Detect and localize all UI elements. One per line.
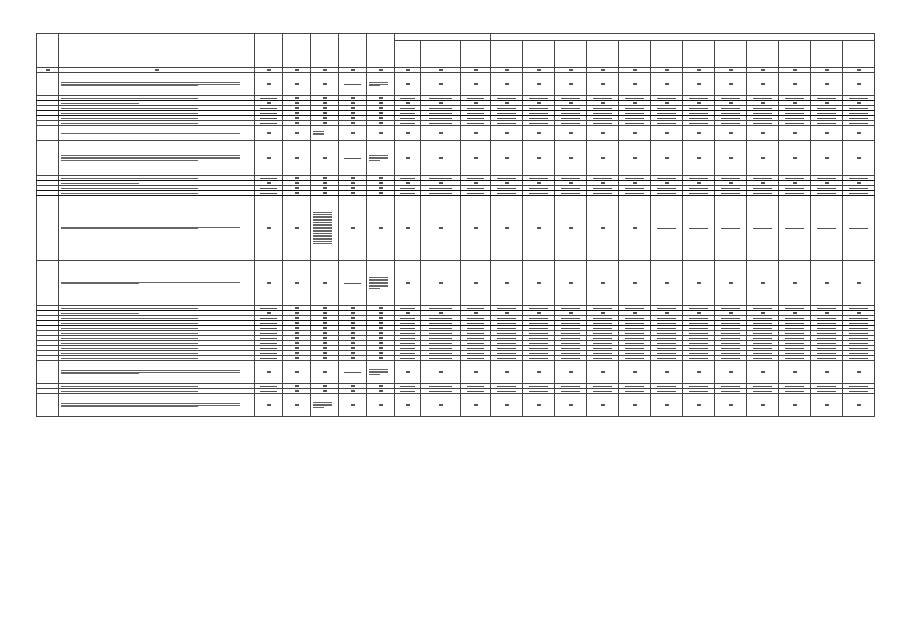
table-cell <box>619 73 651 96</box>
header-cell <box>339 34 367 68</box>
table-cell <box>491 126 523 141</box>
table-row <box>37 126 875 141</box>
table-cell <box>461 361 491 384</box>
table-cell <box>555 361 587 384</box>
table-cell <box>283 141 311 176</box>
table-cell <box>683 394 715 417</box>
table-cell <box>461 73 491 96</box>
table-cell <box>395 141 421 176</box>
table-cell <box>779 261 811 306</box>
table-cell <box>395 394 421 417</box>
table-cell <box>683 73 715 96</box>
table-cell <box>651 141 683 176</box>
table-cell <box>619 394 651 417</box>
table-row <box>37 196 875 261</box>
header-cell <box>421 41 461 68</box>
budget-table <box>36 33 875 417</box>
table-cell <box>37 126 59 141</box>
header-cell <box>283 34 311 68</box>
table-cell <box>367 394 395 417</box>
budget-table-container <box>36 33 864 417</box>
table-cell <box>37 73 59 96</box>
table-cell <box>311 141 339 176</box>
table-cell <box>523 394 555 417</box>
table-cell <box>339 73 367 96</box>
header-cell <box>255 34 283 68</box>
table-cell <box>715 361 747 384</box>
table-cell <box>651 394 683 417</box>
table-cell <box>37 361 59 384</box>
header-cell <box>461 41 491 68</box>
table-cell <box>311 361 339 384</box>
table-cell <box>683 261 715 306</box>
table-cell <box>255 261 283 306</box>
table-cell <box>461 394 491 417</box>
table-cell <box>59 394 255 417</box>
table-cell <box>421 261 461 306</box>
table-cell <box>715 394 747 417</box>
table-cell <box>311 261 339 306</box>
table-cell <box>491 261 523 306</box>
table-cell <box>367 196 395 261</box>
table-cell <box>311 394 339 417</box>
header-cell <box>619 41 651 68</box>
table-cell <box>461 196 491 261</box>
header-cell <box>59 34 255 68</box>
table-cell <box>619 361 651 384</box>
header-cell <box>523 41 555 68</box>
table-cell <box>395 361 421 384</box>
header-cell <box>715 41 747 68</box>
table-cell <box>779 126 811 141</box>
table-cell <box>651 126 683 141</box>
table-cell <box>461 141 491 176</box>
table-cell <box>779 196 811 261</box>
table-cell <box>37 141 59 176</box>
table-cell <box>367 126 395 141</box>
table-cell <box>715 196 747 261</box>
table-cell <box>421 196 461 261</box>
table-row <box>37 394 875 417</box>
table-cell <box>523 126 555 141</box>
table-cell <box>747 394 779 417</box>
table-cell <box>587 126 619 141</box>
table-cell <box>367 261 395 306</box>
header-cell <box>395 34 491 41</box>
table-cell <box>37 261 59 306</box>
table-cell <box>619 261 651 306</box>
header-cell <box>491 34 875 41</box>
table-cell <box>339 141 367 176</box>
header-cell <box>367 34 395 68</box>
table-cell <box>811 361 843 384</box>
table-cell <box>715 126 747 141</box>
table-cell <box>37 394 59 417</box>
table-cell <box>779 73 811 96</box>
table-cell <box>255 73 283 96</box>
table-cell <box>421 73 461 96</box>
table-cell <box>367 73 395 96</box>
header-cell <box>651 41 683 68</box>
table-cell <box>779 141 811 176</box>
table-cell <box>843 261 875 306</box>
table-cell <box>555 126 587 141</box>
table-cell <box>523 196 555 261</box>
table-cell <box>651 361 683 384</box>
header-cell <box>311 34 339 68</box>
table-cell <box>811 196 843 261</box>
table-cell <box>255 394 283 417</box>
table-cell <box>339 361 367 384</box>
table-cell <box>715 141 747 176</box>
table-row <box>37 141 875 176</box>
header-cell <box>587 41 619 68</box>
table-cell <box>587 141 619 176</box>
table-cell <box>587 196 619 261</box>
table-cell <box>283 261 311 306</box>
table-cell <box>747 361 779 384</box>
table-cell <box>555 196 587 261</box>
table-cell <box>491 394 523 417</box>
table-cell <box>779 361 811 384</box>
table-cell <box>461 126 491 141</box>
table-cell <box>395 261 421 306</box>
table-cell <box>587 73 619 96</box>
table-cell <box>555 141 587 176</box>
table-cell <box>491 73 523 96</box>
table-cell <box>715 261 747 306</box>
table-cell <box>395 196 421 261</box>
table-cell <box>255 141 283 176</box>
table-row <box>37 261 875 306</box>
table-cell <box>339 126 367 141</box>
table-cell <box>683 196 715 261</box>
table-row <box>37 361 875 384</box>
header-cell <box>37 34 59 68</box>
header-cell <box>683 41 715 68</box>
table-cell <box>683 126 715 141</box>
table-cell <box>523 261 555 306</box>
table-cell <box>779 394 811 417</box>
table-cell <box>311 196 339 261</box>
table-cell <box>339 261 367 306</box>
header-cell <box>811 41 843 68</box>
header-cell <box>747 41 779 68</box>
table-cell <box>283 394 311 417</box>
table-cell <box>843 126 875 141</box>
table-cell <box>619 196 651 261</box>
table-cell <box>843 394 875 417</box>
header-cell <box>843 41 875 68</box>
table-cell <box>843 196 875 261</box>
table-cell <box>811 126 843 141</box>
table-cell <box>811 141 843 176</box>
table-cell <box>747 196 779 261</box>
table-cell <box>255 196 283 261</box>
table-cell <box>555 261 587 306</box>
table-cell <box>59 361 255 384</box>
table-cell <box>311 73 339 96</box>
table-cell <box>421 361 461 384</box>
table-cell <box>587 361 619 384</box>
table-row <box>37 73 875 96</box>
table-cell <box>339 394 367 417</box>
table-cell <box>255 126 283 141</box>
table-cell <box>59 261 255 306</box>
table-cell <box>587 394 619 417</box>
table-cell <box>683 361 715 384</box>
table-cell <box>747 73 779 96</box>
table-cell <box>843 141 875 176</box>
table-cell <box>421 141 461 176</box>
table-cell <box>843 361 875 384</box>
table-cell <box>843 73 875 96</box>
table-cell <box>367 141 395 176</box>
header-cell <box>395 41 421 68</box>
table-cell <box>651 73 683 96</box>
table-cell <box>283 361 311 384</box>
table-cell <box>747 261 779 306</box>
table-cell <box>367 361 395 384</box>
table-cell <box>683 141 715 176</box>
table-cell <box>339 196 367 261</box>
table-cell <box>555 394 587 417</box>
table-cell <box>59 126 255 141</box>
table-cell <box>523 361 555 384</box>
table-cell <box>395 73 421 96</box>
table-cell <box>747 141 779 176</box>
header-cell <box>555 41 587 68</box>
table-cell <box>395 126 421 141</box>
table-cell <box>283 196 311 261</box>
table-cell <box>283 126 311 141</box>
table-cell <box>491 141 523 176</box>
table-cell <box>59 73 255 96</box>
table-cell <box>59 141 255 176</box>
table-cell <box>421 126 461 141</box>
header-row-1 <box>37 34 875 41</box>
table-cell <box>651 261 683 306</box>
table-cell <box>811 261 843 306</box>
table-cell <box>491 196 523 261</box>
table-cell <box>37 196 59 261</box>
table-cell <box>651 196 683 261</box>
table-cell <box>555 73 587 96</box>
table-cell <box>421 394 461 417</box>
table-cell <box>587 261 619 306</box>
table-cell <box>523 73 555 96</box>
table-cell <box>523 141 555 176</box>
table-cell <box>747 126 779 141</box>
table-cell <box>461 261 491 306</box>
table-cell <box>811 73 843 96</box>
header-cell <box>779 41 811 68</box>
table-cell <box>811 394 843 417</box>
table-cell <box>311 126 339 141</box>
table-cell <box>59 196 255 261</box>
table-cell <box>715 73 747 96</box>
table-cell <box>255 361 283 384</box>
table-cell <box>619 126 651 141</box>
table-cell <box>491 361 523 384</box>
table-cell <box>619 141 651 176</box>
table-cell <box>283 73 311 96</box>
header-cell <box>491 41 523 68</box>
